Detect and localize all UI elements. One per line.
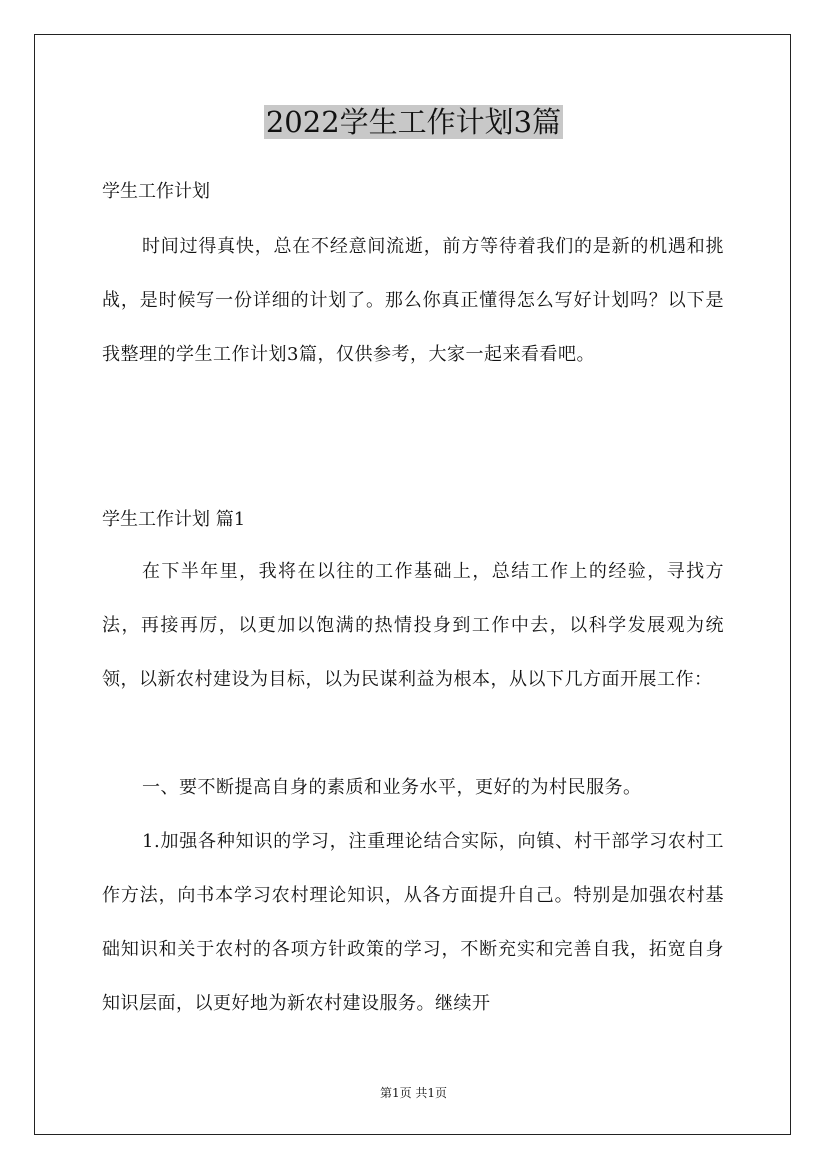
document-title-text: 2022学生工作计划3篇 [265,105,562,139]
section1-point1: 一、要不断提高自身的素质和业务水平，更好的为村民服务。 [142,777,642,798]
section1-paragraph: 在下半年里，我将在以往的工作基础上，总结工作上的经验，寻找方法，再接再厉，以更加以饱满的热情投身到工作中去，以科学发展观为统领，以新农村建设为目标，以为民谋利益为根本，从以下几方面开展工作： [102,561,724,690]
section1-heading: 学生工作计划 篇1 [102,509,246,530]
page-footer: 第1页 共1页 [379,1086,448,1100]
intro-heading: 学生工作计划 [102,181,210,202]
document-title [0,102,827,142]
intro-paragraph: 时间过得真快，总在不经意间流逝，前方等待着我们的是新的机遇和挑战，是时候写一份详细的计划了。那么你真正懂得怎么写好计划吗？以下是我整理的学生工作计划3篇，仅供参考，大家一起来看看吧。 [102,236,724,365]
section1-point1-item1: 1.加强各种知识的学习，注重理论结合实际，向镇、村干部学习农村工作方法，向书本学习农村理论知识，从各方面提升自己。特别是加强农村基础知识和关于农村的各项方针政策的学习，不断充实和完善自我，拓宽自身知识层面，以更好地为新农村建设服务。继续开 [102,831,724,1014]
